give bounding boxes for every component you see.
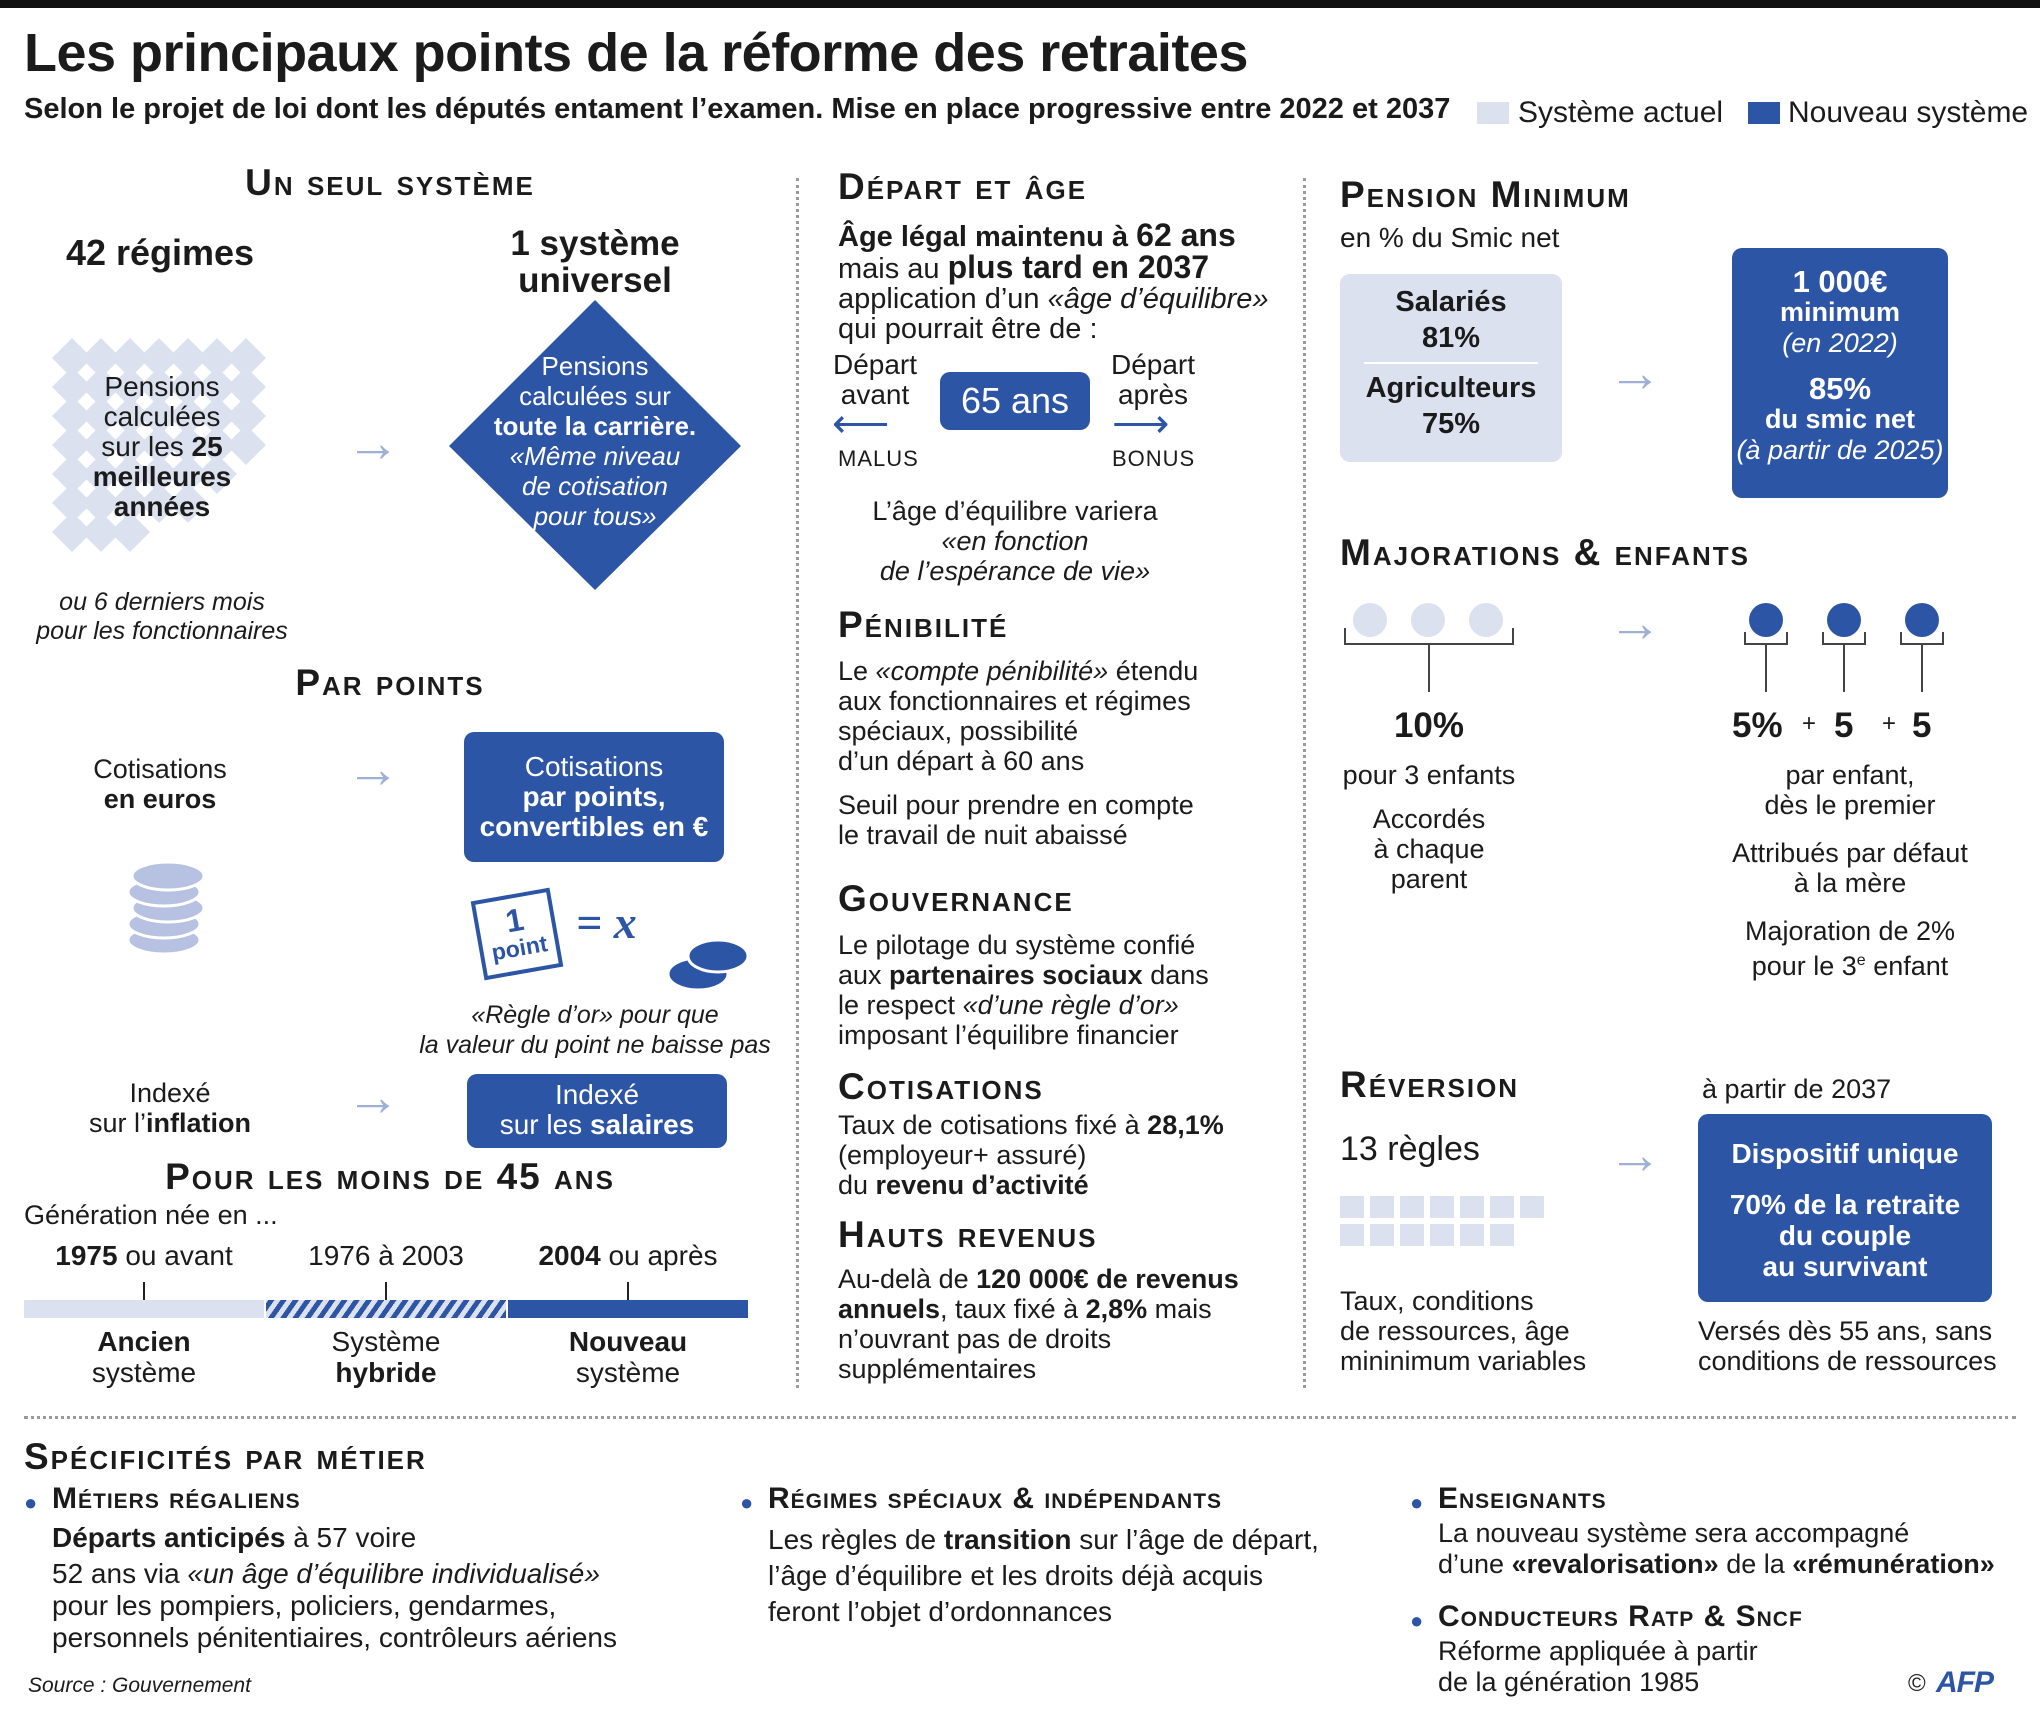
pension-heading: Pension Minimum (1340, 174, 1631, 215)
seul-heading: Un seul système (245, 162, 535, 203)
penib-text: Le «compte pénibilité» étendu aux fonctionnaires et régimes spéciaux, possibilité d’un départ à 60 ans Seuil pour prendre en compte le travail de nuit abaissé (838, 656, 1199, 850)
timeline-old (24, 1300, 264, 1318)
speciaux-heading: Régimes spéciaux & indépendants (768, 1482, 1223, 1515)
children-new-icon (1740, 600, 1970, 700)
tick-3 (627, 1282, 629, 1300)
depart-avant: Départ avant (832, 349, 918, 410)
generation-intro: Génération née en ... (24, 1200, 278, 1230)
equals-x: = x (576, 897, 637, 948)
rules-grid (1340, 1196, 1540, 1246)
major-arrow-icon: → (1608, 593, 1662, 653)
timeline-new (508, 1300, 748, 1318)
major-heading: Majorations & enfants (1340, 532, 1750, 573)
depart-heading: Départ et âge (838, 166, 1088, 207)
moins45-heading: Pour les moins de 45 ans (165, 1156, 615, 1197)
conducteurs-heading: Conducteurs Ratp & Sncf (1438, 1600, 1803, 1633)
rule-square (1460, 1224, 1484, 1246)
rev-from: à partir de 2037 (1702, 1074, 1892, 1104)
major-old-text: pour 3 enfants Accordés à chaque parent (1342, 760, 1516, 894)
gouv-heading: Gouvernance (838, 878, 1074, 919)
rev-old-text: Taux, conditions de ressources, âge mininimum variables (1340, 1286, 1587, 1376)
tick-1 (143, 1282, 145, 1300)
timeline-label-hybrid: Système hybride (331, 1326, 441, 1388)
rule-square (1520, 1224, 1544, 1246)
rule-square (1370, 1196, 1394, 1218)
point-coupon: 1 point (471, 888, 564, 981)
cotis-euros: Cotisations en euros (93, 754, 227, 814)
index-arrow-icon: → (346, 1067, 400, 1127)
column-divider-1 (796, 178, 799, 1388)
pension-old-box: Salariés 81% Agriculteurs 75% (1340, 274, 1562, 462)
rule-square (1400, 1196, 1424, 1218)
cotis-text: Taux de cotisations fixé à 28,1% (employeur+ assuré) du revenu d’activité (838, 1110, 1224, 1200)
coin-stack-icon (122, 852, 212, 962)
gen-2004: 2004 ou après (538, 1240, 718, 1271)
page-title: Les principaux points de la réforme des retraites (24, 23, 1248, 83)
rule-square (1370, 1224, 1394, 1246)
major-new-text: par enfant, dès le premier Attribués par défaut à la mère Majoration de 2% pour le 3e enfant (1732, 760, 1968, 981)
bullet-regaliens: ● (24, 1490, 38, 1515)
regle-or: «Règle d’or» pour que la valeur du point ne baisse pas (419, 1001, 771, 1059)
gen-1975: 1975 ou avant (55, 1240, 233, 1271)
rule-square (1430, 1224, 1454, 1246)
cotis-heading: Cotisations (838, 1066, 1044, 1107)
top-rule (0, 0, 2040, 8)
rev-heading: Réversion (1340, 1064, 1520, 1105)
pension-new-box: 1 000€ minimum (en 2022) 85% du smic net (à partir de 2025) (1732, 248, 1948, 498)
bottom-divider (24, 1416, 2016, 1419)
speciaux-text: Les règles de transition sur l’âge de départ, l’âge d’équilibre et les droits déjà acquis feront l’objet d’ordonnances (768, 1524, 1319, 1627)
plus-1: + (1802, 710, 1817, 737)
plus-2: + (1882, 710, 1897, 737)
coins-icon (664, 930, 754, 1000)
legend-current-label: Système actuel (1518, 96, 1724, 129)
legend-current-swatch (1477, 102, 1509, 124)
tick-2 (385, 1282, 387, 1300)
rule-square (1490, 1224, 1514, 1246)
enseignants-text: La nouveau système sera accompagné d’une «revalorisation» de la «rémunération» (1438, 1518, 1995, 1579)
major-new-b: 5 (1834, 706, 1854, 745)
bullet-speciaux: ● (740, 1490, 754, 1515)
children-old-icon (1340, 600, 1540, 700)
bullet-conducteurs: ● (1410, 1608, 1424, 1633)
metier-heading: Spécificités par métier (24, 1436, 427, 1477)
pension-arrow-icon: → (1608, 343, 1662, 403)
bonus-arrow-icon: ⟶ (1112, 402, 1170, 446)
major-new-a: 5% (1732, 706, 1783, 745)
conducteurs-text: Réforme appliquée à partir de la génération 1985 (1438, 1636, 1758, 1697)
universal-line2: universel (518, 261, 672, 300)
left-diamond-line4: meilleures (92, 461, 232, 492)
left-diamond-line2: calculées (103, 401, 221, 432)
page-subtitle: Selon le projet de loi dont les députés entament l’examen. Mise en place progressive entre 2022 et 2037 (24, 93, 1451, 125)
left-diamond-line1: Pensions (104, 371, 220, 402)
equilibre-variation: L’âge d’équilibre variera «en fonction de l’espérance de vie» (872, 496, 1158, 586)
timeline-hybrid (266, 1300, 506, 1318)
index-inflation: Indexé sur l’inflation (89, 1078, 251, 1138)
timeline-label-old: Ancien système (91, 1326, 197, 1388)
regimes-count: 42 régimes (65, 232, 255, 273)
rev-rules: 13 règles (1340, 1130, 1480, 1168)
rule-square (1460, 1196, 1484, 1218)
index-salaires-box: Indexé sur les salaires (467, 1074, 727, 1148)
copyright-symbol: © (1908, 1670, 1926, 1697)
rule-square (1430, 1196, 1454, 1218)
left-note: ou 6 derniers mois pour les fonctionnaires (36, 588, 288, 645)
rule-square (1340, 1224, 1364, 1246)
rule-square (1340, 1196, 1364, 1218)
left-diamond-line5: années (113, 491, 211, 522)
rev-new-text: Versés dès 55 ans, sans conditions de ressources (1698, 1316, 1997, 1376)
timeline-label-new: Nouveau système (568, 1326, 688, 1388)
hauts-heading: Hauts revenus (838, 1214, 1098, 1255)
rule-square (1490, 1196, 1514, 1218)
rev-arrow-icon: → (1608, 1125, 1662, 1185)
cotis-points-box: Cotisations par points, convertibles en € (464, 732, 724, 862)
left-diamond-line3: sur les 25 (101, 431, 223, 462)
universal-diamond-text: Pensions calculées sur toute la carrière. «Même niveau de cotisation pour tous» (493, 351, 697, 531)
legend-new-swatch (1748, 102, 1780, 124)
points-heading: Par points (295, 662, 485, 703)
penib-heading: Pénibilité (838, 604, 1009, 645)
regaliens-heading: Métiers régaliens (52, 1482, 301, 1515)
rev-new-box: Dispositif unique 70% de la retraite du couple au survivant (1698, 1114, 1992, 1302)
left-diamond-text (62, 372, 262, 522)
gen-1976-2003: 1976 à 2003 (308, 1240, 464, 1271)
major-old-pct: 10% (1393, 706, 1465, 745)
malus-arrow-icon: ⟵ (832, 402, 890, 446)
depart-apres: Départ après (1110, 349, 1196, 410)
regaliens-text: Départs anticipés à 57 voire 52 ans via «un âge d’équilibre individualisé» pour les pompiers, policiers, gendarmes, personnels pénitentiaires, contrôleurs aériens (52, 1522, 617, 1653)
enseignants-heading: Enseignants (1438, 1482, 1607, 1515)
source-note: Source : Gouvernement (28, 1674, 251, 1697)
hauts-text: Au-delà de 120 000€ de revenus annuels, taux fixé à 2,8% mais n’ouvrant pas de droits supplémentaires (838, 1264, 1239, 1384)
malus-label: MALUS (838, 446, 919, 471)
legend-new-label: Nouveau système (1788, 96, 2029, 129)
bullet-enseignants: ● (1410, 1490, 1424, 1515)
gouv-text: Le pilotage du système confié aux partenaires sociaux dans le respect «d’une règle d’or» imposant l’équilibre financier (838, 930, 1209, 1050)
age-box: 65 ans (940, 372, 1090, 430)
universal-line1: 1 système (510, 224, 680, 263)
major-new-c: 5 (1912, 706, 1932, 745)
afp-logo: AFP (1936, 1666, 1993, 1699)
pension-subtitle: en % du Smic net (1340, 222, 1560, 253)
rule-square (1400, 1224, 1424, 1246)
column-divider-2 (1303, 178, 1306, 1388)
depart-text: Âge légal maintenu à 62 ans mais au plus tard en 2037 application d’un «âge d’équilibre» qui pourrait être de : (838, 217, 1269, 345)
points-arrow-icon: → (346, 739, 400, 799)
seul-arrow-icon: → (346, 413, 400, 473)
bonus-label: BONUS (1112, 446, 1196, 471)
rule-square (1520, 1196, 1544, 1218)
